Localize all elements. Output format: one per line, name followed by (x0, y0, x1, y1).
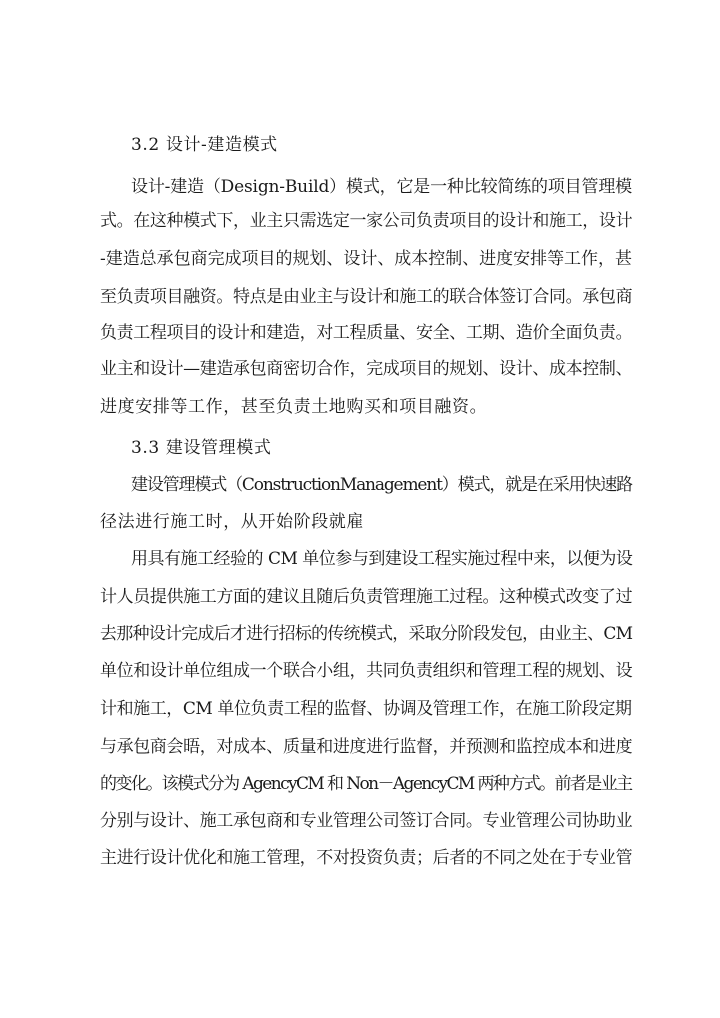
paragraph-line: 设计-建造（Design-Build）模式，它是一种比较简练的项目管理模 (131, 177, 632, 197)
paragraph-line: 单位和设计单位组成一个联合小组，共同负责组织和管理工程的规划、设 (100, 661, 633, 681)
paragraph-line: 负责工程项目的设计和建造，对工程质量、安全、工期、造价全面负责。 (100, 323, 633, 343)
paragraph-line: 与承包商会晤，对成本、质量和进度进行监督，并预测和监控成本和进度 (100, 737, 633, 757)
paragraph-line: 建设管理模式（ConstructionManagement）模式，就是在采用快速路 (131, 475, 632, 495)
paragraph-line: 进度安排等工作，甚至负责土地购买和项目融资。 (100, 397, 488, 417)
paragraph-line: 至负责项目融资。特点是由业主与设计和施工的联合体签订合同。承包商 (100, 287, 633, 307)
paragraph-line: 去那种设计完成后才进行招标的传统模式，采取分阶段发包，由业主、CM (100, 624, 633, 644)
paragraph-line: 分别与设计、施工承包商和专业管理公司签订合同。专业管理公司协助业 (100, 811, 633, 831)
section-heading-3-3: 3.3 建设管理模式 (131, 438, 272, 458)
paragraph-line: 用具有施工经验的 CM 单位参与到建设工程实施过程中来，以便为设 (131, 549, 633, 569)
paragraph-line: -建造总承包商完成项目的规划、设计、成本控制、进度安排等工作，甚 (100, 249, 632, 269)
paragraph-line: 主进行设计优化和施工管理，不对投资负责；后者的不同之处在于专业管 (100, 848, 633, 868)
paragraph-line: 的变化。该模式分为 AgencyCM 和 Non－AgencyCM 两种方式。前者是业主 (100, 774, 632, 794)
paragraph-line: 径法进行施工时，从开始阶段就雇 (100, 512, 364, 532)
section-heading-3-2: 3.2 设计-建造模式 (131, 135, 278, 155)
paragraph-line: 业主和设计—建造承包商密切合作，完成项目的规划、设计、成本控制、 (100, 359, 633, 379)
paragraph-line: 计和施工，CM 单位负责工程的监督、协调及管理工作，在施工阶段定期 (100, 699, 632, 719)
paragraph-line: 计人员提供施工方面的建议且随后负责管理施工过程。这种模式改变了过 (100, 587, 633, 607)
paragraph-line: 式。在这种模式下，业主只需选定一家公司负责项目的设计和施工，设计 (100, 211, 633, 231)
